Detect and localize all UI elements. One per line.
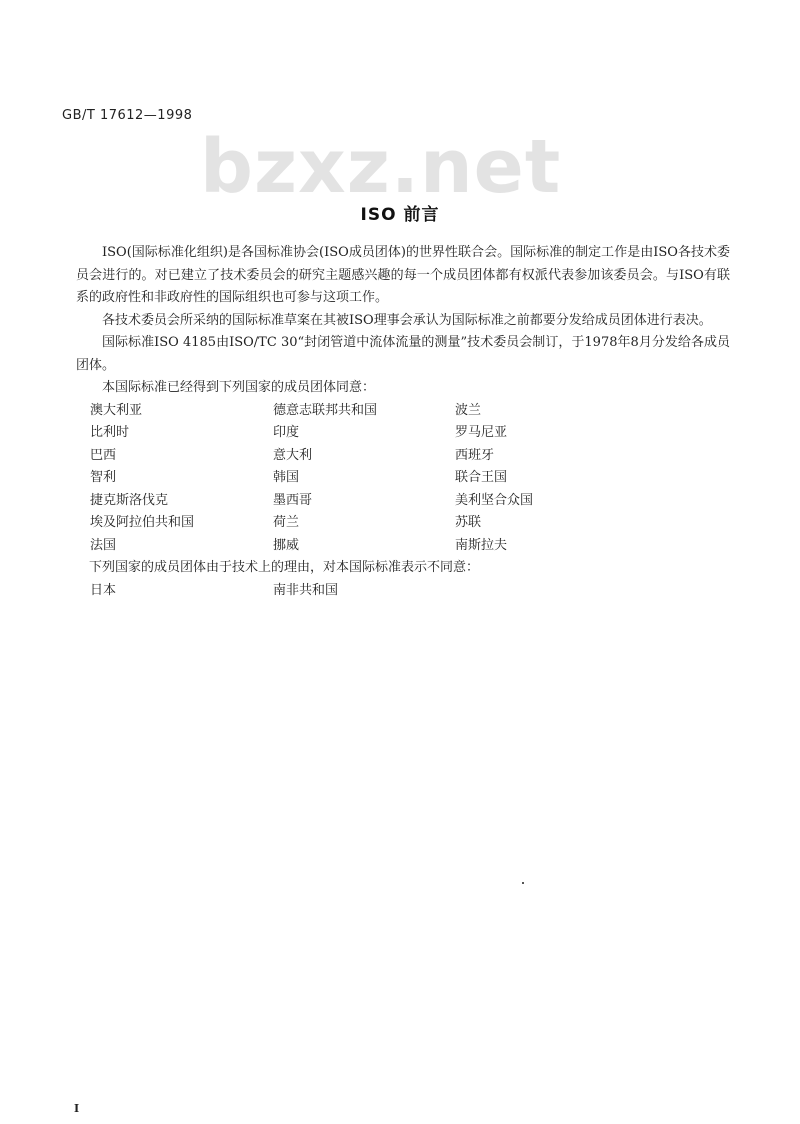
country-item: 南非共和国 [273,582,339,598]
country-item: 印度 [273,425,300,440]
page-number: I [74,1102,80,1115]
country-item: 法国 [90,537,117,553]
standard-code: GB/T 17612—1998 [62,108,193,123]
country-item: 意大利 [273,447,313,463]
country-item: 澳大利亚 [90,402,143,418]
country-item: 挪威 [273,537,300,553]
disapproving-countries-list [90,580,730,603]
paragraph-voting: 各技术委员会所采纳的国际标准草案在其被ISO理事会承认为国际标准之前都要分发给成员团体进行表决。 [102,312,712,328]
country-item: 智利 [90,470,117,485]
country-item: 荷兰 [273,515,300,530]
disapproval-intro: 下列国家的成员团体由于技术上的理由，对本国际标准表示不同意： [89,560,480,575]
country-item: 德意志联邦共和国 [273,402,378,418]
page-title: ISO 前言 [360,205,440,225]
paragraph-iso-4185: 国际标准ISO 4185由ISO/TC 30“封闭管道中流体流量的测量”技术委员会制订，于1978年8月分发给各成员团体。 [76,335,730,373]
country-item: 罗马尼亚 [455,425,508,440]
watermark: bzxz.net [200,124,562,210]
scan-speck [522,882,524,884]
country-item: 波兰 [455,402,482,418]
country-item: 南斯拉夫 [455,537,508,553]
country-item: 墨西哥 [273,492,313,508]
approving-countries-list [90,400,730,558]
country-item: 日本 [90,582,117,598]
country-item: 比利时 [90,425,130,440]
country-item: 韩国 [273,470,300,485]
country-item: 苏联 [455,515,482,530]
approval-intro: 本国际标准已经得到下列国家的成员团体同意： [102,380,376,395]
country-item: 巴西 [90,447,117,463]
country-item: 西班牙 [455,447,495,463]
paragraph-iso-intro: ISO(国际标准化组织)是各国标准协会(ISO成员团体)的世界性联合会。国际标准的制定工作是由ISO各技术委员会进行的。对已建立了技术委员会的研究主题感兴趣的每一个成员团体都有权派代表参加该委员会。与ISO有联系的政府性和非政府性的国际组织也可参与这项工作。 [76,245,730,305]
country-item: 捷克斯洛伐克 [90,492,169,508]
document-body [76,242,730,602]
country-item: 埃及阿拉伯共和国 [90,515,195,530]
country-item: 美利坚合众国 [455,492,534,508]
country-item: 联合王国 [455,470,508,485]
